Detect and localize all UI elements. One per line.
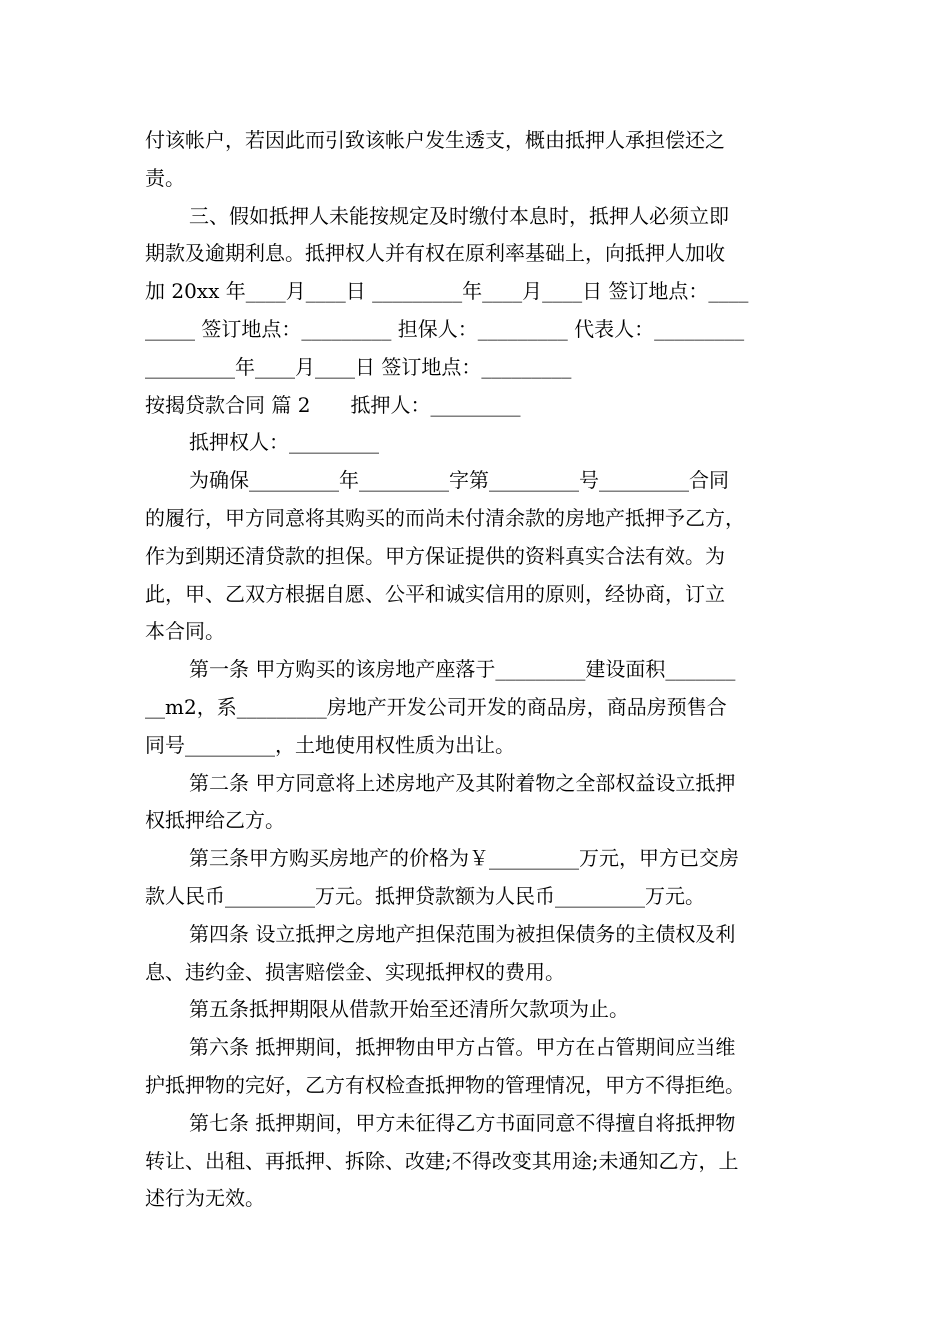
text-line: 权抵押给乙方。 (145, 808, 285, 833)
text-line: 同号_________，土地使用权性质为出让。 (145, 732, 515, 757)
text-line: 作为到期还清贷款的担保。甲方保证提供的资料真实合法有效。为 (145, 543, 725, 568)
text-line: 第一条 甲方购买的该房地产座落于_________建设面积_______ (189, 657, 736, 682)
text-line: 转让、出租、再抵押、拆除、改建;不得改变其用途;未通知乙方，上 (145, 1148, 739, 1173)
text-line: 述行为无效。 (145, 1186, 265, 1211)
text-line: 息、违约金、损害赔偿金、实现抵押权的费用。 (145, 959, 565, 984)
text-line: 第七条 抵押期间，甲方未征得乙方书面同意不得擅自将抵押物 (189, 1110, 736, 1135)
text-line: 的履行，甲方同意将其购买的而尚未付清余款的房地产抵押予乙方， (145, 505, 745, 530)
text-line: 第五条抵押期限从借款开始至还清所欠款项为止。 (189, 997, 629, 1022)
text-line: _________年____月____日 签订地点：_________ (145, 354, 572, 379)
text-line: 款人民币_________万元。抵押贷款额为人民币_________万元。 (145, 883, 705, 908)
section-heading: 按揭贷款合同 篇 2 抵押人：_________ (145, 392, 521, 417)
text-line: __m2，系_________房地产开发公司开发的商品房，商品房预售合 (145, 694, 727, 719)
text-line: 护抵押物的完好，乙方有权检查抵押物的管理情况，甲方不得拒绝。 (145, 1072, 745, 1097)
text-line: 三、假如抵押人未能按规定及时缴付本息时，抵押人必须立即 (189, 203, 729, 228)
text-line: 期款及逾期利息。抵押权人并有权在原利率基础上，向抵押人加收 (145, 241, 725, 266)
text-line: 付该帐户，若因此而引致该帐户发生透支，概由抵押人承担偿还之 (145, 128, 725, 152)
text-line: 本合同。 (145, 619, 225, 644)
text-line: 第六条 抵押期间，抵押物由甲方占管。甲方在占管期间应当维 (189, 1035, 736, 1060)
text-line: 第三条甲方购买房地产的价格为￥_________万元，甲方已交房 (189, 846, 739, 871)
text-line: 第四条 设立抵押之房地产担保范围为被担保债务的主债权及利 (189, 921, 736, 946)
text-line: 此，甲、乙双方根据自愿、公平和诚实信用的原则，经协商，订立 (145, 581, 725, 606)
text-line: _____ 签订地点：_________ 担保人：_________ 代表人：_________ (145, 316, 745, 341)
text-line: 抵押权人：_________ (189, 430, 379, 455)
document-body (145, 122, 810, 1218)
text-line: 第二条 甲方同意将上述房地产及其附着物之全部权益设立抵押 (189, 770, 736, 795)
text-line: 加 20xx 年____月____日 _________年____月____日 签订地点：____ (145, 279, 749, 304)
text-line: 为确保_________年_________字第_________号_________合同 (189, 468, 729, 493)
text-line: 责。 (145, 165, 185, 190)
